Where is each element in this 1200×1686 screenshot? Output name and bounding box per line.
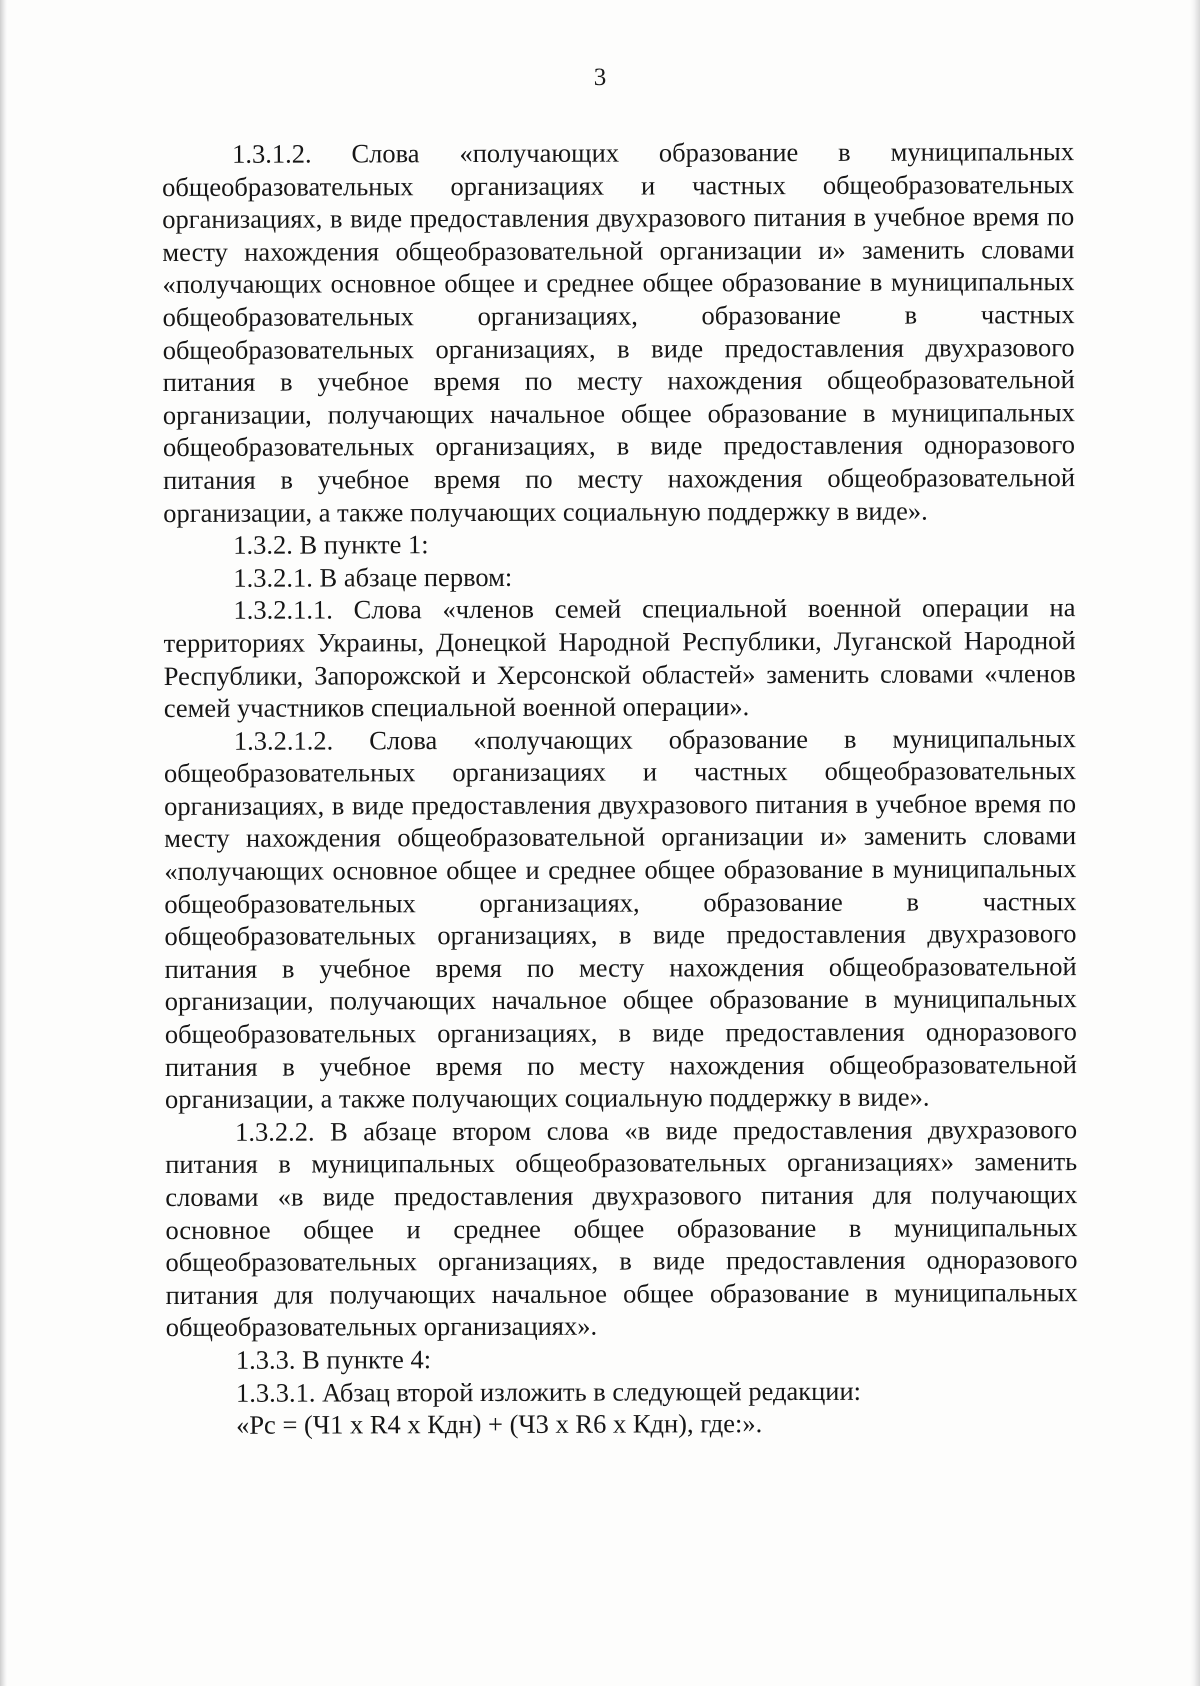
- paragraph-1-3-2-1-2: 1.3.2.1.2. Слова «получающих образование в муниципальных общеобразовательных организациях и частных общеобразовательных организациях, в виде предоставления двухразового питания в учебное время по месту нахождения общеобразовательной организации и» заменить словами «получающих основное общее и среднее общее образование в муниципальных общеобразовательных организациях, образование в частных общеобразовательных организациях, в виде предоставления двухразового питания в учебное время по месту нахождения общеобразовательной организации, получающих начальное общее образование в муниципальных общеобразовательных организациях, в виде предоставления одноразового питания в учебное время по месту нахождения общеобразовательной организации, а также получающих социальную поддержку в виде».: [163, 722, 1077, 1115]
- paragraph-1-3-2-2: 1.3.2.2. В абзаце втором слова «в виде предоставления двухразового питания в муниципальных общеобразовательных организациях» заменить словами «в виде предоставления двухразового питания для получающих основное общее и среднее общее образование в муниципальных общеобразовательных организациях, в виде предоставления одноразового питания для получающих начальное общее образование в муниципальных общеобразовательных организациях».: [165, 1113, 1078, 1343]
- paragraph-1-3-3-1: 1.3.3.1. Абзац второй изложить в следующей редакции:: [235, 1375, 862, 1408]
- paragraph-1-3-3: 1.3.3. В пункте 4:: [235, 1344, 432, 1375]
- paragraph-1-3-1-2: 1.3.1.2. Слова «получающих образование в муниципальных общеобразовательных организациях и частных общеобразовательных организациях, в виде предоставления двухразового питания в учебное время по месту нахождения общеобразовательной организации и» заменить словами «получающих основное общее и среднее общее образование в муниципальных общеобразовательных организациях, образование в частных общеобразовательных организациях, в виде предоставления двухразового питания в учебное время по месту нахождения общеобразовательной организации, получающих начальное общее образование в муниципальных общеобразовательных организациях, в виде предоставления одноразового питания в учебное время по месту нахождения общеобразовательной организации, а также получающих социальную поддержку в виде».: [162, 136, 1076, 528]
- formula-line: «Рс = (Ч1 х R4 х Кдн) + (Ч3 х R6 х Кдн), где:».: [235, 1408, 763, 1440]
- document-body: [162, 135, 1078, 1442]
- paragraph-1-3-2: 1.3.2. В пункте 1:: [233, 529, 429, 560]
- paragraph-1-3-2-1: 1.3.2.1. В абзаце первом:: [233, 561, 513, 593]
- paragraph-1-3-2-1-1: 1.3.2.1.1. Слова «членов семей специальной военной операции на территориях Украины, Донецкой Народной Республики, Луганской Народной Республики, Запорожской и Херсонской областей» заменить словами «членов семей участников специальной военной операции».: [163, 592, 1076, 724]
- page-number: 3: [593, 64, 607, 91]
- scan-edge-left: [0, 0, 7, 1686]
- scan-edge-right: [1190, 0, 1200, 1686]
